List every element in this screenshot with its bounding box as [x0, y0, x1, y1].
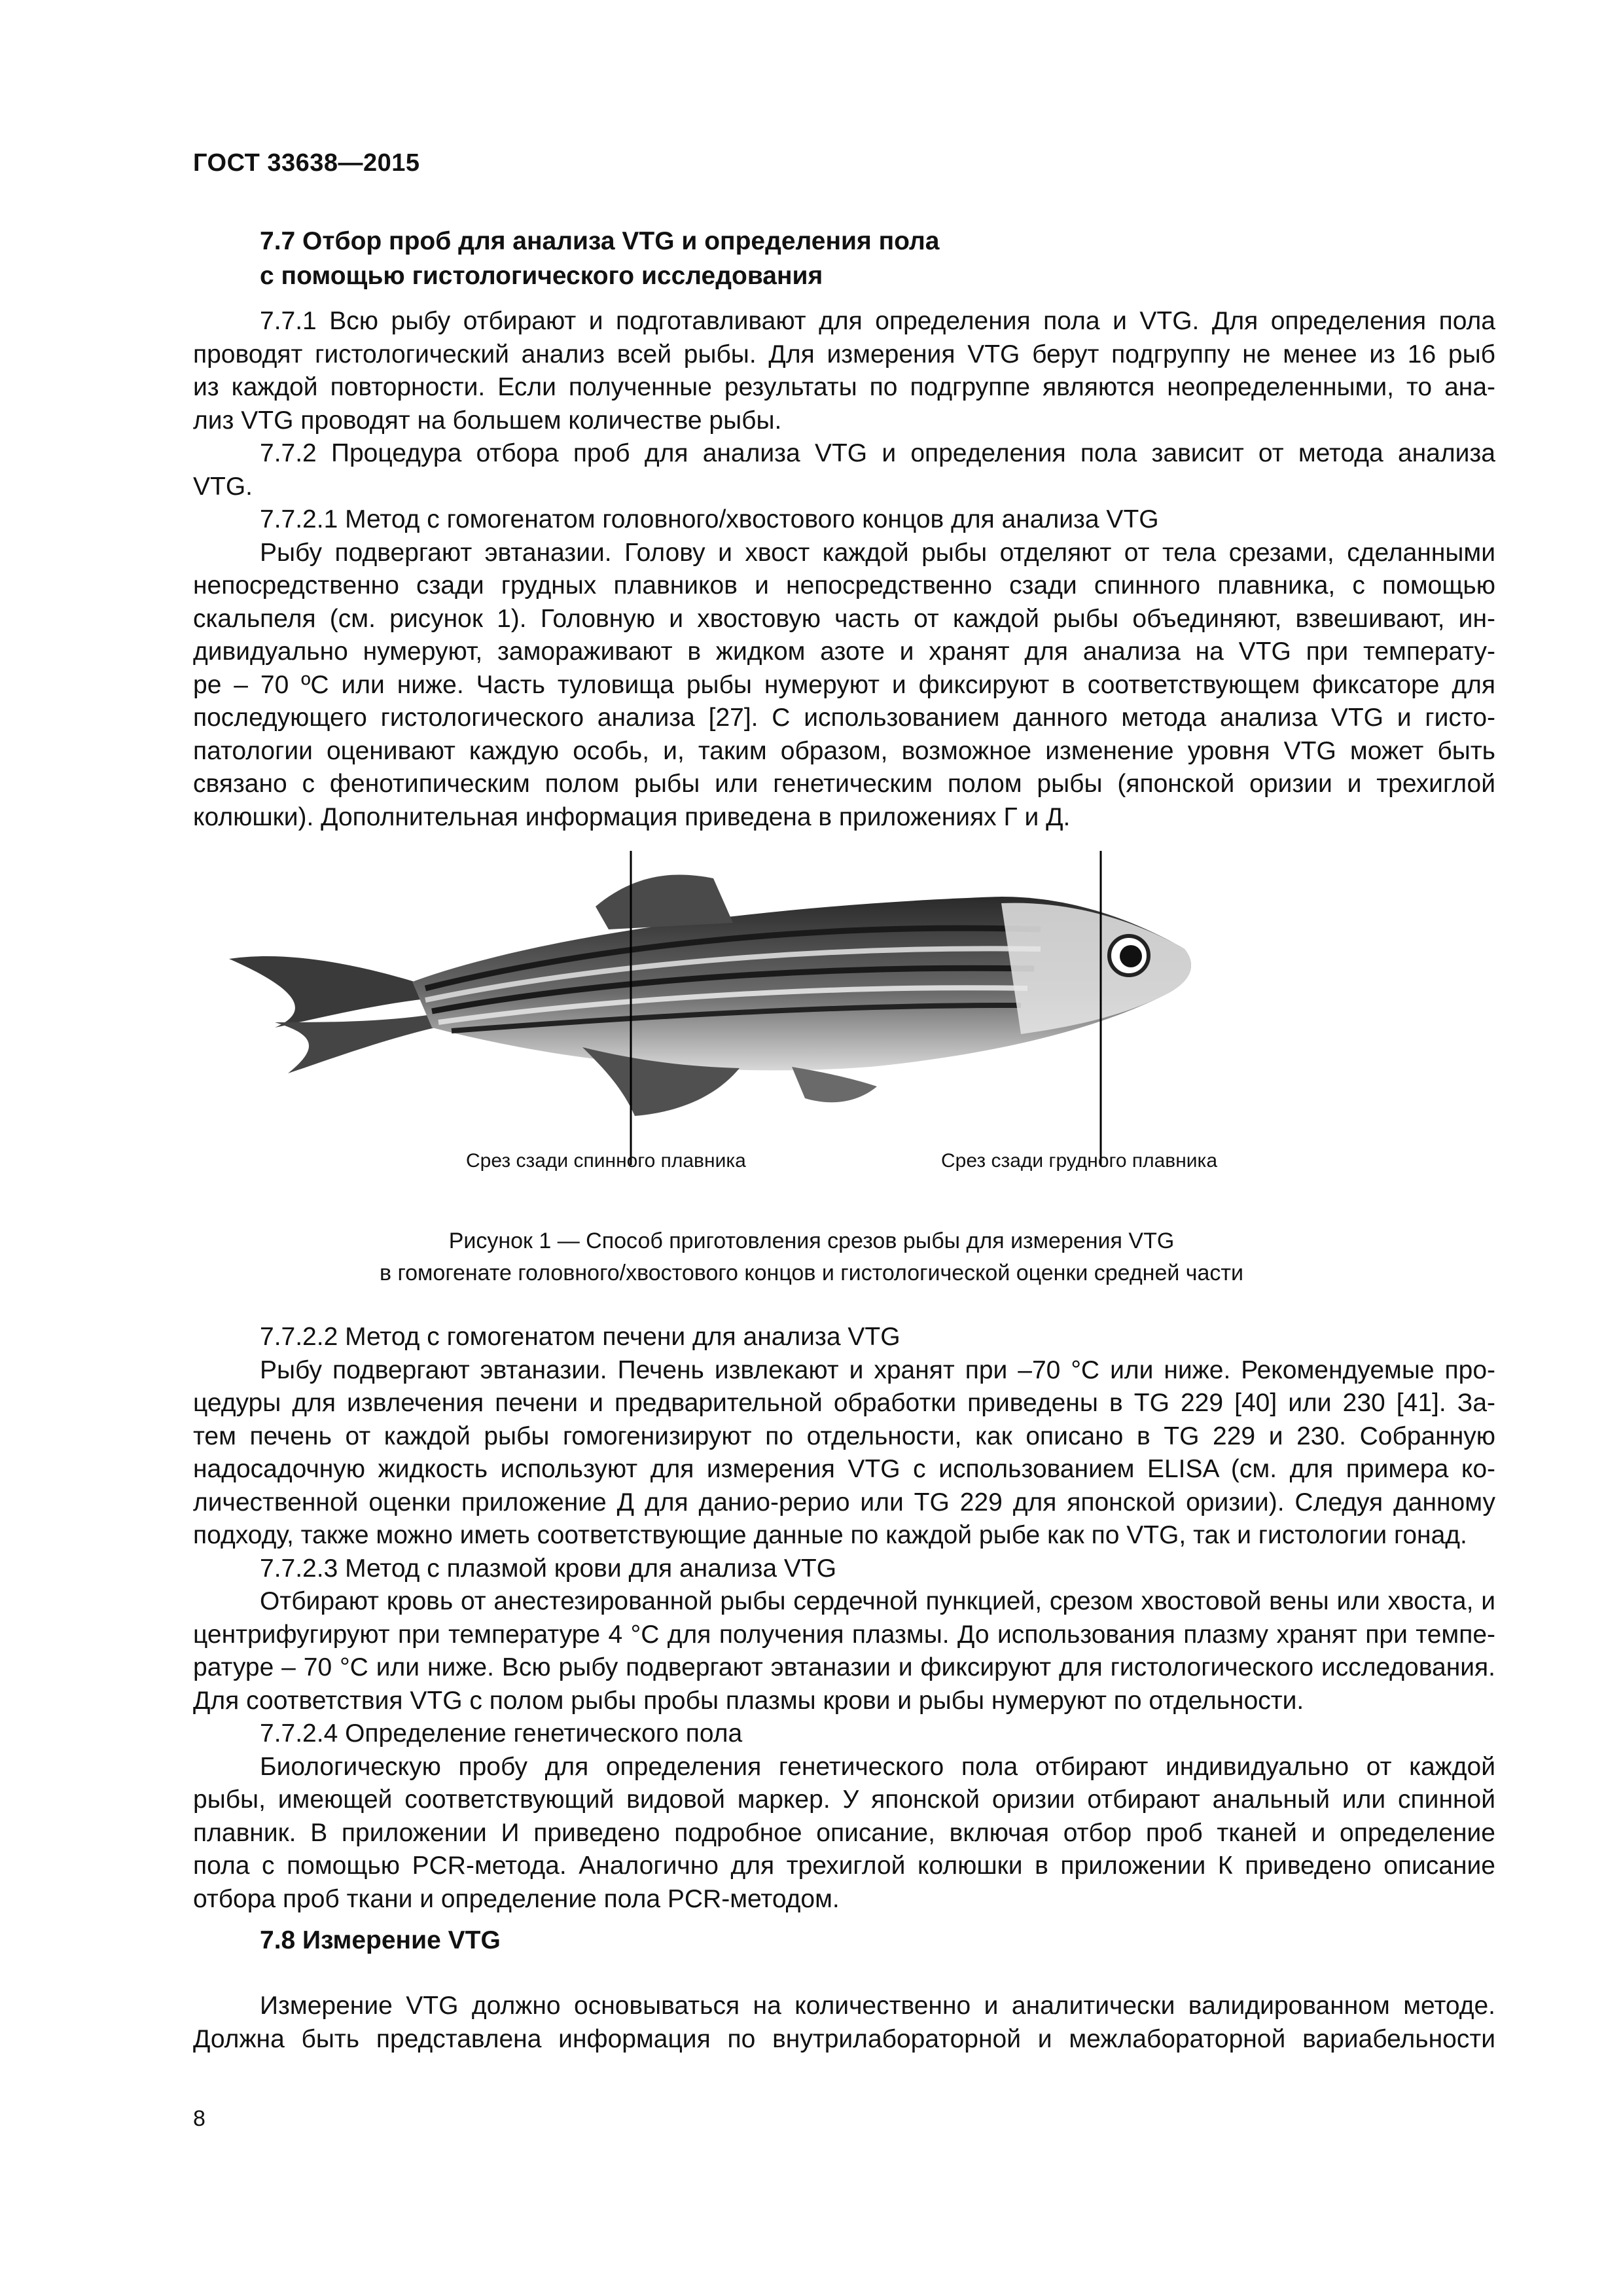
text-line: надосадочную жидкость используют для измерения VTG с использованием ELISA (см. для примера ко- [193, 1455, 1495, 1483]
text-line: ре – 70 ºС или ниже. Часть туловища рыбы нумеруют и фиксируют в соответствующем фиксаторе для [193, 670, 1495, 699]
figure-caption-line: в гомогенате головного/хвостового концов и гистологической оценки средней части [379, 1261, 1243, 1285]
text-line: 7.7.1 Всю рыбу отбирают и подготавливают для определения пола и VTG. Для определения пола [260, 307, 1495, 335]
text-line: Измерение VTG должно основываться на количественно и аналитически валидированном методе. [260, 1992, 1495, 2020]
text-line: рыбы, имеющей соответствующий видовой маркер. У японской оризии отбирают анальный или спинной [193, 1785, 1495, 1814]
text-line: колюшки). Дополнительная информация приведена в приложениях Г и Д. [193, 802, 1071, 831]
text-line: отбора проб ткани и определение пола PCR-методом. [193, 1884, 840, 1913]
text-line: цедуры для извлечения печени и предварительной обработки приведены в TG 229 [40] или 230 [41]. За- [193, 1389, 1495, 1417]
text-line: скальпеля (см. рисунок 1). Головную и хвостовую часть от каждой рыбы объединяют, взвешивают, ин- [193, 604, 1495, 633]
text-line: Для соответствия VTG с полом рыбы пробы плазмы крови и рыбы нумеруют по отдельности. [193, 1686, 1304, 1715]
subsection-heading: 7.7.2.1 Метод с гомогенатом головного/хвостового концов для анализа VTG [260, 505, 1159, 533]
text-line: VTG. [193, 472, 253, 501]
text-line: связано с фенотипическим полом рыбы или генетическим полом рыбы (японской оризии и трехиглой [193, 770, 1495, 798]
subsection-heading: 7.7.2.4 Определение генетического пола [260, 1719, 743, 1748]
text-line: ратуре – 70 °С или ниже. Всю рыбу подвергают эвтаназии и фиксируют для гистологического исследования. [193, 1653, 1495, 1681]
paragraph-7-7-2-2 [193, 1321, 1495, 1916]
text-line: центрифугируют при температуре 4 °С для получения плазмы. До использования плазму хранят при темпе- [193, 1620, 1495, 1649]
paragraph-7-7-1 [193, 305, 1495, 834]
text-line: плавник. В приложении И приведено подробное описание, включая отбор проб тканей и определение [193, 1818, 1495, 1847]
section-title-line: с помощью гистологического исследования [260, 262, 823, 290]
subsection-heading: 7.7.2.2 Метод с гомогенатом печени для анализа VTG [260, 1323, 901, 1351]
figure-label-left: Срез сзади спинного плавника [466, 1150, 746, 1172]
figure-caption-line: Рисунок 1 — Способ приготовления срезов рыбы для измерения VTG [448, 1229, 1175, 1253]
text-line: пола с помощью PCR-метода. Аналогично для трехиглой колюшки в приложении К приведено описание [193, 1852, 1495, 1880]
section-title-7-7 [260, 224, 940, 293]
figure-caption [0, 1225, 1623, 1289]
text-line: тем печень от каждой рыбы гомогенизируют по отдельности, как описано в TG 229 и 230. Собранную [193, 1422, 1495, 1450]
fish-figure [216, 851, 1329, 1198]
figure-label-right: Срез сзади грудного плавника [941, 1150, 1218, 1172]
text-line: Рыбу подвергают эвтаназии. Голову и хвост каждой рыбы отделяют от тела срезами, сделанными [260, 538, 1495, 567]
text-line: Отбирают кровь от анестезированной рыбы сердечной пункцией, срезом хвостовой вены или хвоста, и [260, 1587, 1495, 1615]
paragraph-7-8 [193, 1990, 1495, 2056]
text-line: лиз VTG проводят на большем количестве рыбы. [193, 406, 782, 435]
page-number: 8 [193, 2106, 205, 2131]
document-header: ГОСТ 33638—2015 [193, 149, 420, 177]
section-title-line: 7.7 Отбор проб для анализа VTG и определения пола [260, 227, 940, 255]
text-line: последующего гистологического анализа [27]. С использованием данного метода анализа VTG и гисто- [193, 704, 1495, 732]
text-line: Биологическую пробу для определения генетического пола отбирают индивидуально от каждой [260, 1752, 1495, 1781]
section-title-7-8: 7.8 Измерение VTG [260, 1926, 501, 1954]
text-line: непосредственно сзади грудных плавников и непосредственно сзади спинного плавника, с помощью [193, 571, 1495, 600]
text-line: из каждой повторности. Если полученные результаты по подгруппе являются неопределенными, то ана- [193, 373, 1495, 401]
text-line: дивидуально нумеруют, замораживают в жидком азоте и хранят для анализа на VTG при температу- [193, 637, 1495, 666]
text-line: 7.7.2 Процедура отбора проб для анализа VTG и определения пола зависит от метода анализа [260, 439, 1495, 467]
text-line: Рыбу подвергают эвтаназии. Печень извлекают и хранят при –70 °С или ниже. Рекомендуемые про- [260, 1355, 1495, 1384]
text-line: Должна быть представлена информация по внутрилабораторной и межлабораторной вариабельности [193, 2024, 1495, 2053]
subsection-heading: 7.7.2.3 Метод с плазмой крови для анализа VTG [260, 1554, 837, 1583]
text-line: подходу, также можно иметь соответствующие данные по каждой рыбе как по VTG, так и гистологии гонад. [193, 1521, 1467, 1549]
text-line: личественной оценки приложение Д для данио-рерио или TG 229 для японской оризии). Следуя данному [193, 1488, 1495, 1516]
text-line: проводят гистологический анализ всей рыбы. Для измерения VTG берут подгруппу не менее из 16 рыб [193, 340, 1495, 368]
text-line: патологии оценивают каждую особь, и, таким образом, возможное изменение уровня VTG может быть [193, 736, 1495, 765]
